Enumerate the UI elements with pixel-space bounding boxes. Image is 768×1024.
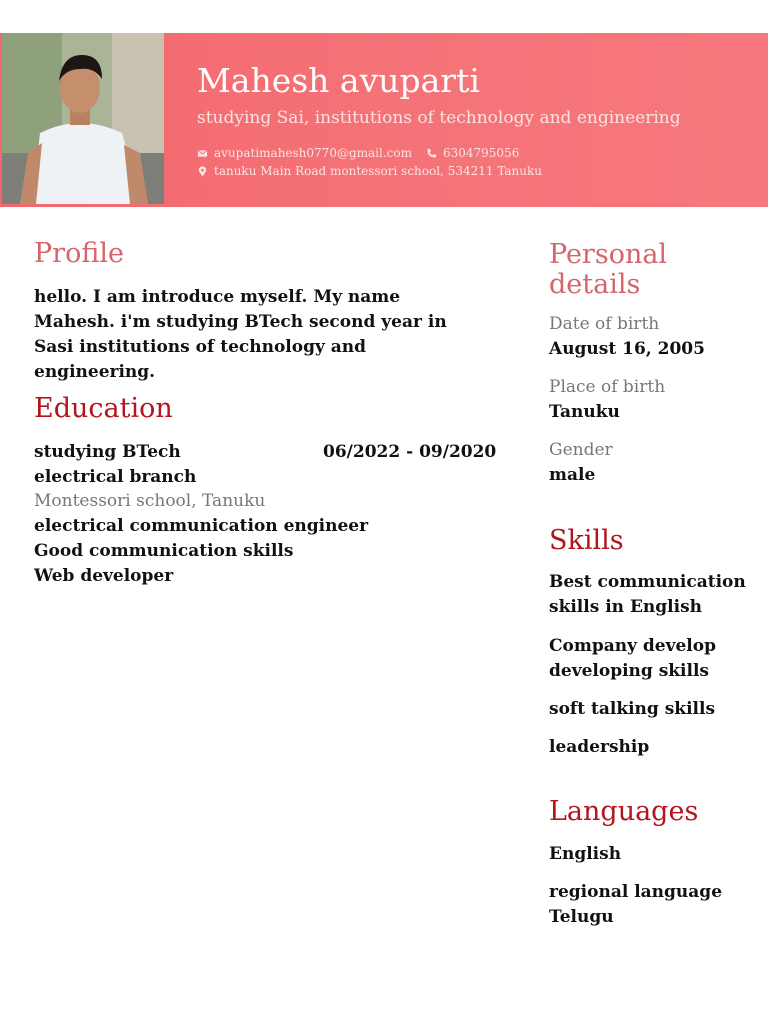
education-school: Montessori school, Tanuku: [34, 491, 266, 511]
gender-value: male: [549, 465, 596, 485]
education-note: Good communication skills: [34, 541, 294, 561]
pob-value: Tanuku: [549, 402, 620, 422]
phone-icon: [426, 148, 437, 159]
dob-label: Date of birth: [549, 314, 660, 334]
candidate-name: Mahesh avuparti: [197, 61, 480, 100]
skill-item: leadership: [549, 737, 650, 757]
personal-details-title-text: Personal details: [549, 239, 668, 300]
gender-label: Gender: [549, 440, 613, 460]
skill-item: soft talking skills: [549, 699, 716, 719]
education-section-title: Education: [34, 393, 173, 424]
profile-photo: [2, 33, 164, 204]
language-item: English: [549, 844, 622, 864]
education-dates: 06/2022 - 09/2020: [323, 442, 497, 462]
language-item: regional language Telugu: [549, 882, 723, 927]
phone-number[interactable]: 6304795056: [442, 146, 520, 160]
skill-item: Company develop developing skills: [549, 636, 716, 681]
languages-section-title: Languages: [549, 796, 699, 827]
education-note: electrical communication engineer: [34, 516, 369, 536]
map-pin-icon: [197, 166, 208, 177]
pob-label: Place of birth: [549, 377, 666, 397]
profile-text: hello. I am introduce myself. My name Mahesh. i'm studying BTech second year in Sasi institutions of technology and engineering.: [34, 287, 447, 382]
education-notes: [34, 514, 368, 589]
email-link[interactable]: avupatimahesh0770@gmail.com: [214, 146, 412, 160]
dob-value: August 16, 2005: [549, 339, 705, 359]
envelope-icon: [197, 148, 208, 159]
personal-details-title: [549, 240, 729, 300]
contact-line-primary: [197, 146, 519, 160]
profile-section-title: Profile: [34, 238, 124, 269]
address-text: tanuku Main Road montessori school, 534211 Tanuku: [214, 164, 542, 178]
candidate-subtitle: studying Sai, institutions of technology and engineering: [197, 108, 681, 128]
education-degree: studying BTech electrical branch: [34, 442, 197, 487]
skills-section-title: Skills: [549, 525, 624, 556]
skill-item: Best communication skills in English: [549, 572, 746, 617]
resume-header: [0, 33, 768, 207]
education-note: Web developer: [34, 566, 174, 586]
contact-line-address: [197, 164, 542, 178]
